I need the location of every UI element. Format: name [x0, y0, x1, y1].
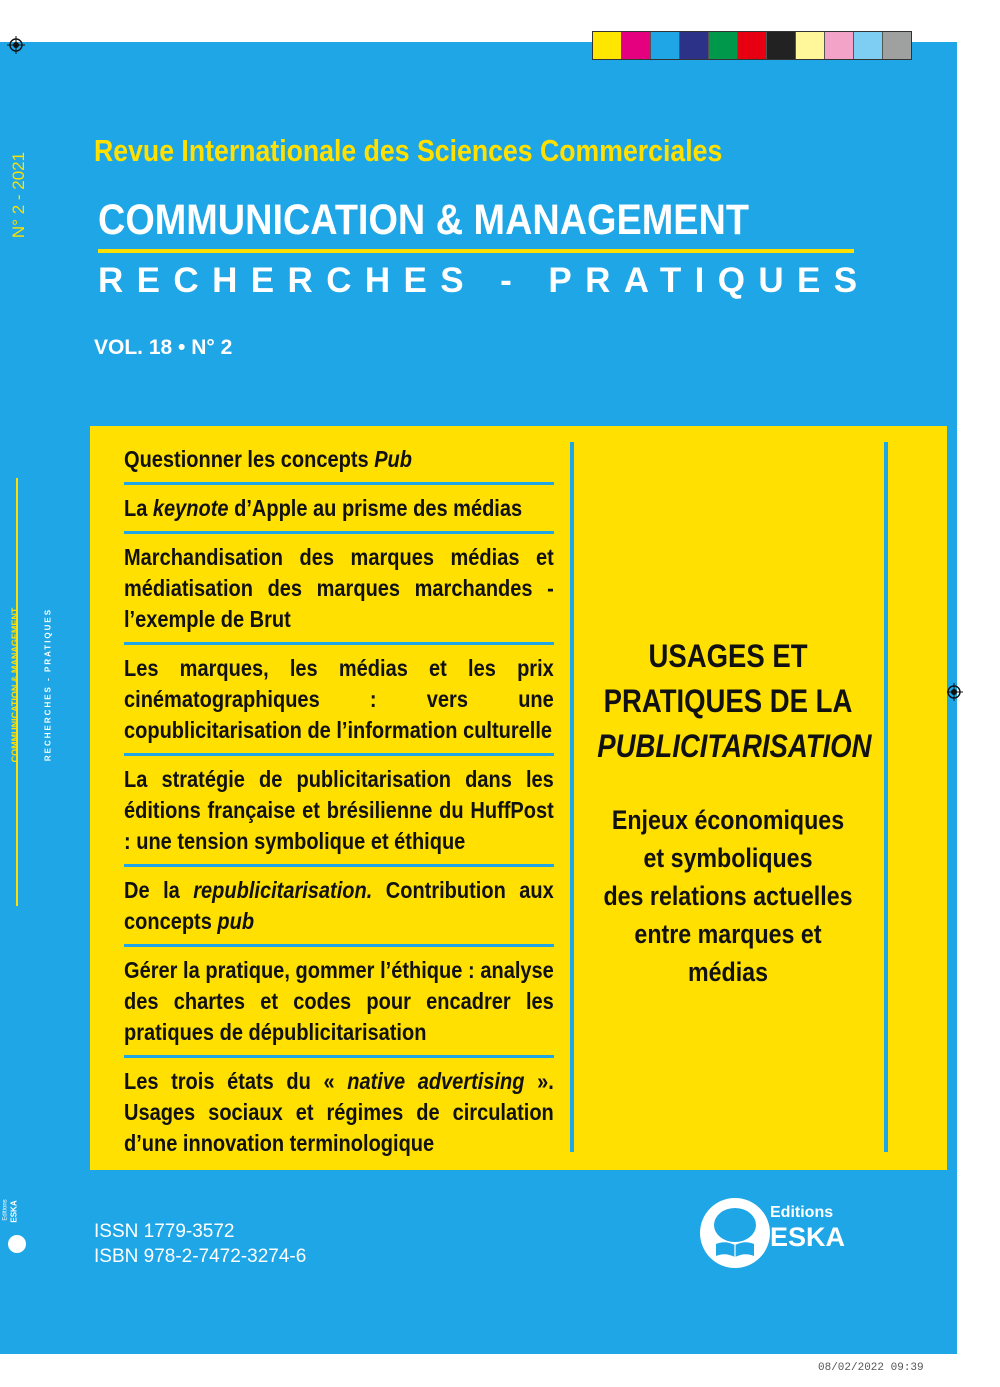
color-swatch: [767, 32, 796, 59]
spine-publisher-logo: [3, 1195, 33, 1255]
journal-title: COMMUNICATION & MANAGEMENT: [98, 196, 749, 244]
toc-item: Gérer la pratique, gommer l’éthique : analyse des chartes et codes pour encadrer les pratiques de dépublicitarisation: [124, 957, 554, 1045]
panel-divider-right: [884, 442, 888, 1152]
toc-separator: [124, 531, 554, 534]
theme-sub-2: et symboliques: [643, 843, 813, 873]
toc-item: Questionner les concepts Pub: [124, 446, 413, 472]
theme-line-3: PUBLICITARISATION: [597, 728, 872, 764]
spine-title-text: COMMUNICATION & MANAGEMENT: [10, 607, 20, 763]
publisher-logo: [700, 1198, 860, 1270]
toc-item: Les trois états du « native advertising ». Usages sociaux et régimes de circulation d’une innovation terminologique: [124, 1068, 554, 1156]
color-swatch: [709, 32, 738, 59]
color-swatch: [680, 32, 709, 59]
toc-separator: [124, 1055, 554, 1058]
identifiers: [94, 1219, 306, 1269]
toc-separator: [124, 864, 554, 867]
theme-sub-1: Enjeux économiques: [611, 805, 845, 835]
color-swatch: [883, 32, 911, 59]
spine-issue-text: N° 2 - 2021: [9, 151, 28, 239]
theme-sub-4: entre marques et médias: [634, 919, 822, 987]
issue-theme: [576, 634, 880, 991]
journal-subtitle: RECHERCHES - PRATIQUES: [98, 261, 871, 300]
color-swatch: [854, 32, 883, 59]
color-swatch: [622, 32, 651, 59]
color-swatch: [593, 32, 622, 59]
theme-line-2: PRATIQUES DE LA: [603, 683, 853, 719]
registration-mark-icon: [945, 683, 963, 701]
table-of-contents: [124, 444, 554, 1159]
toc-item: La stratégie de publicitarisation dans les éditions française et brésilienne du HuffPost : une tension symbolique et éthique: [124, 766, 554, 854]
toc-separator: [124, 482, 554, 485]
toc-item: Les marques, les médias et les prix cinématographiques : vers une copublicitarisation de l’information culturelle: [124, 655, 554, 743]
publisher-small: Editions: [770, 1204, 834, 1221]
registration-mark-icon: [7, 36, 25, 54]
toc-separator: [124, 753, 554, 756]
spine-logo-icon: [8, 1235, 26, 1253]
theme-sub-3: des relations actuelles: [603, 881, 853, 911]
color-calibration-bar: [592, 31, 912, 60]
print-stamp: 08/02/2022 09:39: [818, 1362, 924, 1374]
color-swatch: [738, 32, 767, 59]
toc-item: De la republicitarisation. Contribution aux concepts pub: [124, 877, 554, 934]
spine-title: [0, 580, 53, 800]
spine-publisher-small: Editions: [2, 1199, 9, 1221]
contents-panel: [90, 426, 947, 1170]
volume-number: VOL. 18 • N° 2: [94, 336, 233, 359]
color-swatch: [825, 32, 854, 59]
eska-logo-icon: [700, 1198, 770, 1268]
color-swatch: [796, 32, 825, 59]
color-swatch: [651, 32, 680, 59]
spine-subtitle-text: RECHERCHES - PRATIQUES: [43, 607, 53, 762]
spine-publisher-name: ESKA: [9, 1200, 19, 1223]
theme-line-1: USAGES ET: [648, 638, 808, 674]
title-rule: [98, 249, 854, 253]
toc-item: Marchandisation des marques médias et médiatisation des marques marchandes - l’exemple de Brut: [124, 544, 554, 632]
spine-issue: [4, 140, 34, 260]
toc-item: La keynote d’Apple au prisme des médias: [124, 495, 523, 521]
publisher-name: ESKA: [770, 1222, 846, 1252]
isbn: ISBN 978-2-7472-3274-6: [94, 1246, 307, 1267]
panel-divider-left: [570, 442, 574, 1152]
journal-name: Revue Internationale des Sciences Commerciales: [94, 133, 723, 168]
issn: ISSN 1779-3572: [94, 1221, 235, 1242]
toc-separator: [124, 944, 554, 947]
toc-separator: [124, 642, 554, 645]
